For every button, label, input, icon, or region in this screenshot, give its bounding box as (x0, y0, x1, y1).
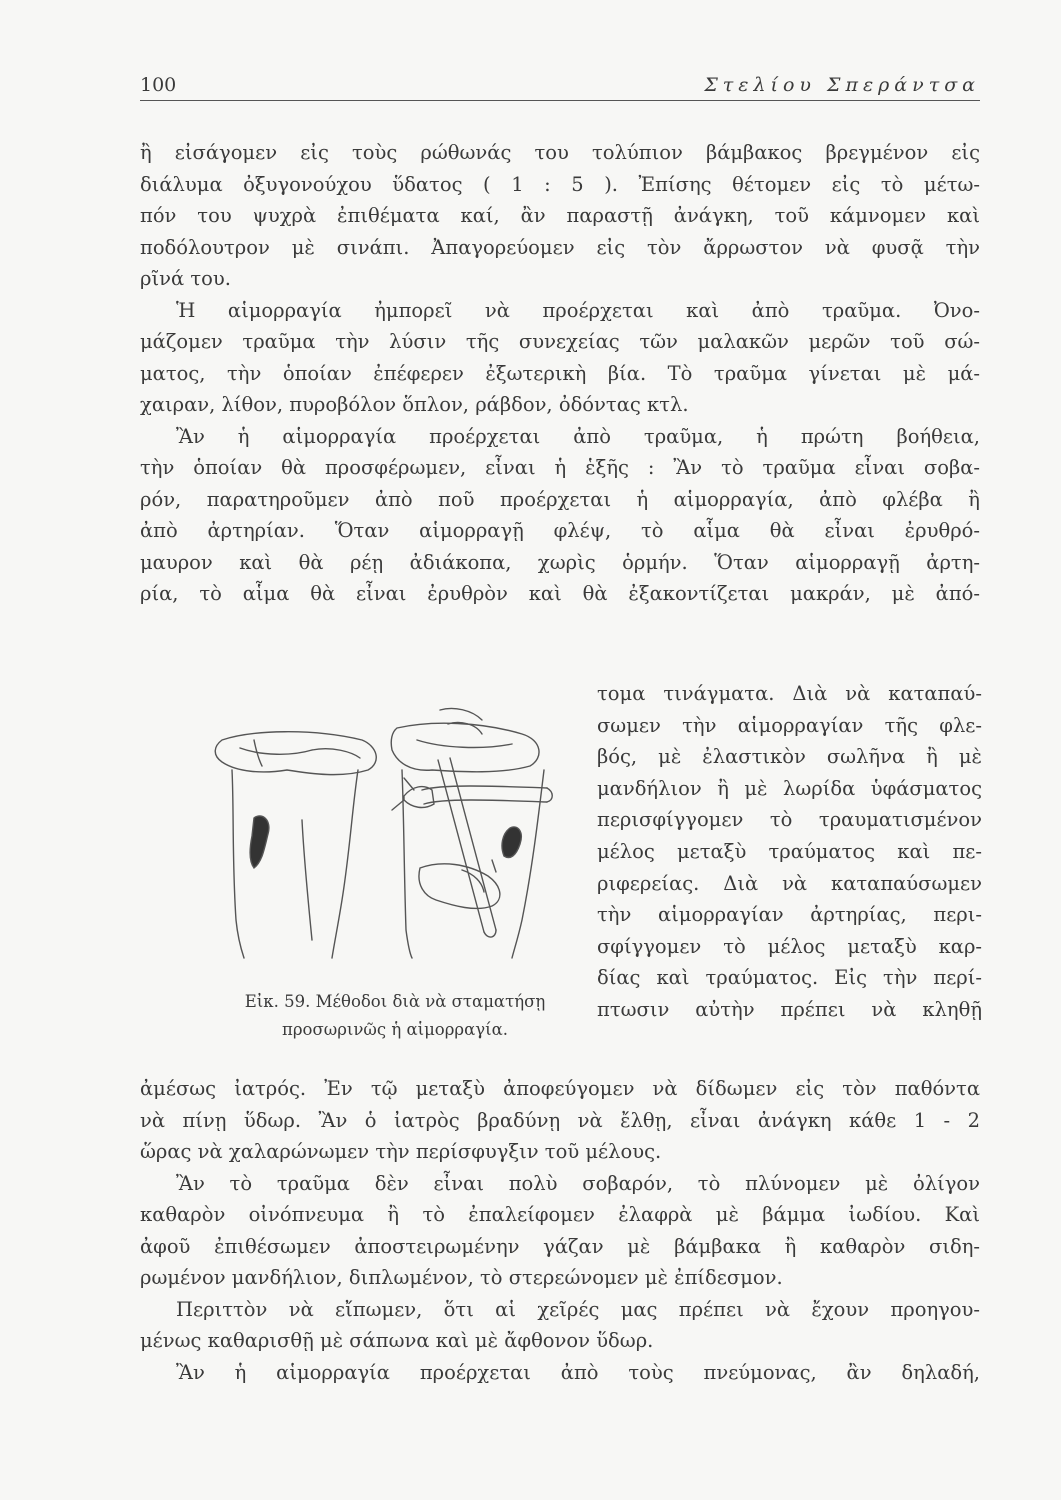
running-head: Στελίου Σπεράντσα (704, 74, 980, 96)
tourniquet-illustration-icon (192, 700, 587, 960)
figure-caption (200, 988, 590, 1044)
wrapped-text-column (597, 678, 982, 1026)
text-line: μάζομεν τραῦμα τὴν λύσιν τῆς συνεχείας τῶν μαλακῶν μερῶν τοῦ σώ- (140, 330, 980, 353)
text-line: τὴν αἱμορραγίαν ἀρτηρίας, περι- (597, 903, 982, 927)
text-line: ρῖνά του. (140, 267, 231, 290)
text-line: ρόν, παρατηροῦμεν ἀπὸ ποῦ προέρχεται ἡ αἱμορραγία, ἀπὸ φλέβα ἢ (140, 487, 980, 511)
text-line: ρία, τὸ αἷμα θὰ εἶναι ἐρυθρὸν καὶ θὰ ἐξακοντίζεται μακράν, μὲ ἀπό- (140, 582, 980, 605)
text-line: ματος, τὴν ὁποίαν ἐπέφερεν ἐξωτερικὴ βία. Τὸ τραῦμα γίνεται μὲ μά- (140, 361, 980, 385)
text-line: Ἂν τὸ τραῦμα δὲν εἶναι πολὺ σοβαρόν, τὸ πλύνομεν μὲ ὀλίγον (176, 1171, 980, 1195)
upper-text-block (140, 137, 980, 610)
text-line: ποδόλουτρον μὲ σινάπι. Ἀπαγορεύομεν εἰς τὸν ἄρρωστον νὰ φυσᾷ τὴν (140, 235, 980, 259)
paragraph-6 (140, 1294, 980, 1357)
text-line: μένως καθαρισθῇ μὲ σάπωνα καὶ μὲ ἄφθονον ὕδωρ. (140, 1329, 654, 1352)
paragraph-5 (140, 1168, 980, 1294)
text-line: καθαρὸν οἰνόπνευμα ἢ τὸ ἐπαλείφομεν ἐλαφρὰ μὲ βάμμα ἰωδίου. Καὶ (140, 1203, 980, 1226)
text-line: πόν του ψυχρὰ ἐπιθέματα καί, ἂν παραστῇ ἀνάγκη, τοῦ κάμνομεν καὶ (140, 204, 980, 227)
paragraph-4 (140, 1073, 980, 1168)
text-line: τὴν ὁποίαν θὰ προσφέρωμεν, εἶναι ἡ ἑξῆς : Ἂν τὸ τραῦμα εἶναι σοβα- (140, 456, 980, 479)
paragraph-2 (140, 295, 980, 421)
text-line: τομα τινάγματα. Διὰ νὰ καταπαύ- (597, 682, 982, 705)
text-line: ἀπὸ ἀρτηρίαν. Ὅταν αἱμορραγῇ φλέψ, τὸ αἷμα θὰ εἶναι ἐρυθρό- (140, 519, 980, 542)
paragraph-1 (140, 137, 980, 295)
paragraph-7 (140, 1357, 980, 1389)
text-line: ἀφοῦ ἐπιθέσωμεν ἀποστειρωμένην γάζαν μὲ βάμβακα ἢ καθαρὸν σιδη- (140, 1234, 980, 1258)
text-line: ὥρας νὰ χαλαρώνωμεν τὴν περίσφυγξιν τοῦ μέλους. (140, 1140, 662, 1163)
page-number: 100 (140, 74, 177, 96)
text-line: σφίγγομεν τὸ μέλος μεταξὺ καρ- (597, 934, 982, 958)
text-line: πτωσιν αὐτὴν πρέπει νὰ κληθῇ (597, 997, 982, 1021)
page-header (140, 70, 980, 101)
text-line: ριφερείας. Διὰ νὰ καταπαύσωμεν (597, 871, 982, 895)
text-line: δίας καὶ τραύματος. Εἰς τὴν περί- (597, 966, 982, 990)
text-line: Ἂν ἡ αἱμορραγία προέρχεται ἀπὸ τοὺς πνεύμονας, ἂν δηλαδή, (176, 1360, 980, 1384)
text-line: μαυρον καὶ θὰ ρέῃ ἀδιάκοπα, χωρὶς ὁρμήν. Ὅταν αἱμορραγῇ ἀρτη- (140, 550, 980, 574)
text-line: χαιραν, λίθον, πυροβόλον ὅπλον, ράβδον, ὀδόντας κτλ. (140, 393, 689, 416)
lower-text-block (140, 1073, 980, 1388)
text-line: νὰ πίνῃ ὕδωρ. Ἂν ὁ ἰατρὸς βραδύνῃ νὰ ἔλθῃ, εἶναι ἀνάγκη κάθε 1 - 2 (140, 1108, 980, 1132)
text-line: ἢ εἰσάγομεν εἰς τοὺς ρώθωνάς του τολύπιον βάμβακος βρεγμένον εἰς (140, 141, 980, 164)
caption-line: Εἰκ. 59. Μέθοδοι διὰ νὰ σταματήσῃ (244, 992, 546, 1011)
text-line: μέλος μεταξὺ τραύματος καὶ πε- (597, 839, 982, 863)
text-line: Περιττὸν νὰ εἴπωμεν, ὅτι αἱ χεῖρές μας πρέπει νὰ ἔχουν προηγου- (176, 1297, 980, 1321)
text-line: σωμεν τὴν αἱμορραγίαν τῆς φλε- (597, 713, 982, 737)
text-line: Ἡ αἱμορραγία ἠμπορεῖ νὰ προέρχεται καὶ ἀπὸ τραῦμα. Ὀνο- (176, 298, 980, 322)
paragraph-3 (140, 421, 980, 610)
text-line: βός, μὲ ἐλαστικὸν σωλῆνα ἢ μὲ (597, 745, 982, 769)
text-line: Ἂν ἡ αἱμορραγία προέρχεται ἀπὸ τραῦμα, ἡ πρώτη βοήθεια, (176, 424, 980, 448)
text-line: διάλυμα ὀξυγονούχου ὕδατος ( 1 : 5 ). Ἐπίσης θέτομεν εἰς τὸ μέτω- (140, 172, 980, 196)
caption-line: προσωρινῶς ἡ αἱμορραγία. (282, 1020, 508, 1039)
text-line: περισφίγγομεν τὸ τραυματισμένον (597, 808, 982, 832)
figure-59 (192, 700, 587, 960)
text-line: μανδήλιον ἢ μὲ λωρίδα ὑφάσματος (597, 776, 982, 800)
text-line: ρωμένον μανδήλιον, διπλωμένον, τὸ στερεώνομεν μὲ ἐπίδεσμον. (140, 1266, 783, 1289)
text-line: ἀμέσως ἰατρός. Ἐν τῷ μεταξὺ ἀποφεύγομεν νὰ δίδωμεν εἰς τὸν παθόντα (140, 1077, 980, 1100)
